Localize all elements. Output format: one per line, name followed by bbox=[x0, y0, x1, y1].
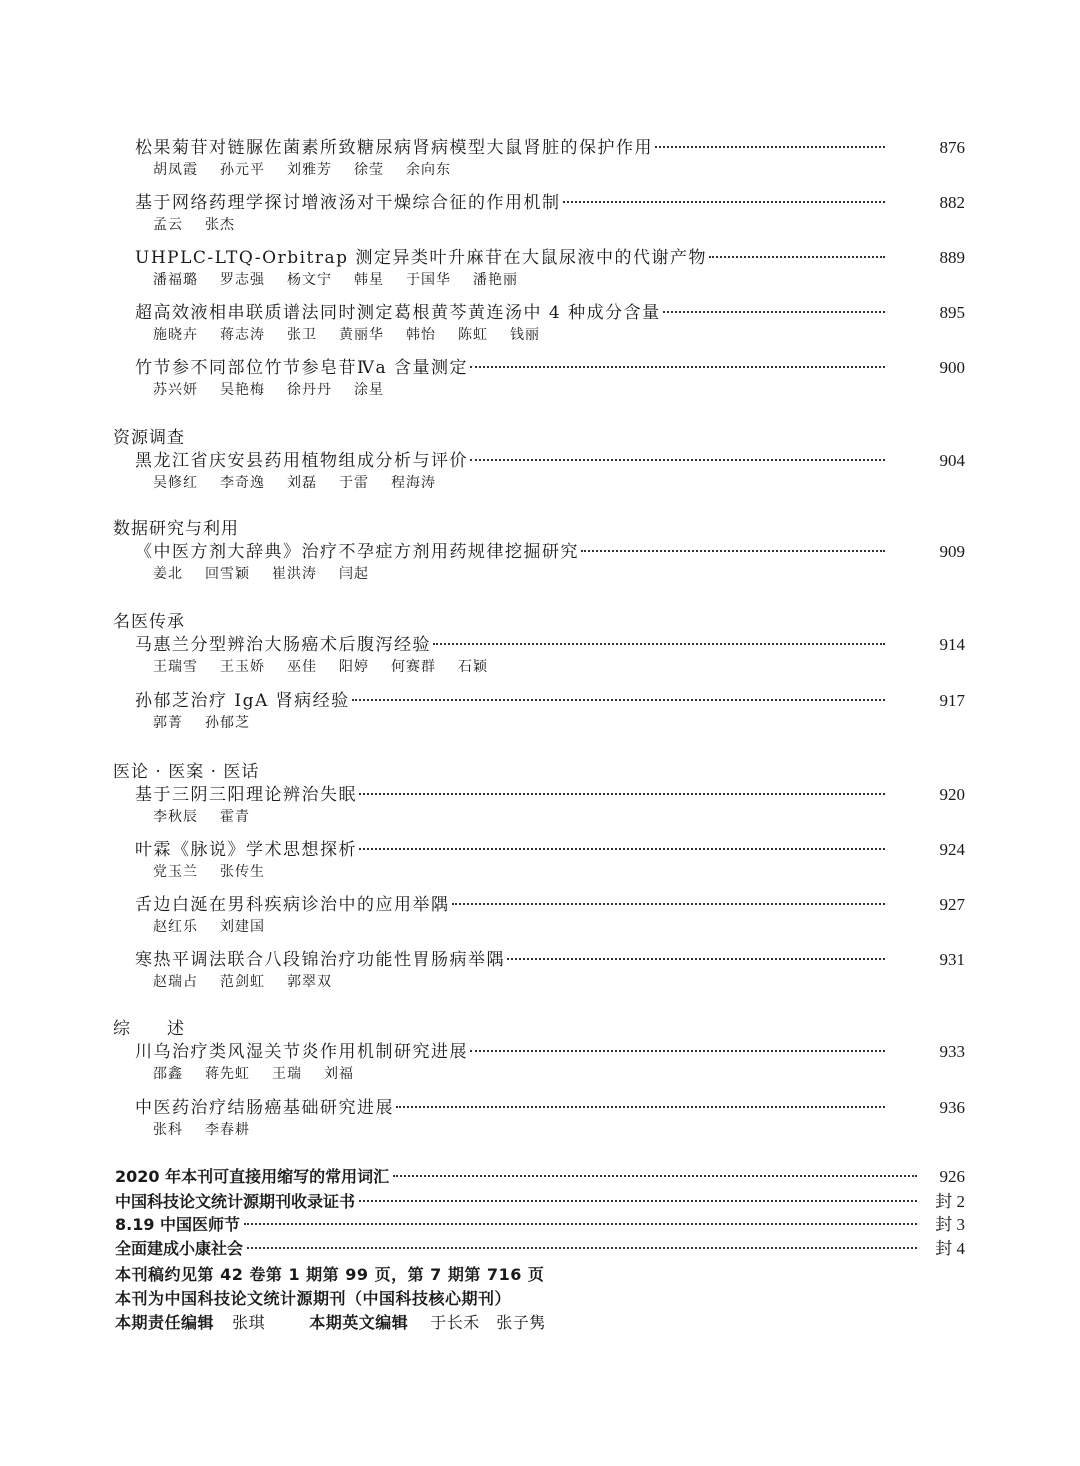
entry-title-row bbox=[135, 188, 965, 214]
author: 崔洪涛 bbox=[272, 566, 317, 582]
dot-leader bbox=[452, 901, 886, 905]
entry-authors bbox=[135, 472, 965, 494]
entry-title: 孙郁芝治疗 IgA 肾病经验 bbox=[135, 691, 350, 711]
english-editor-label: 本期英文编辑 bbox=[309, 1313, 409, 1332]
entry-title-row bbox=[135, 1037, 965, 1063]
author: 余向东 bbox=[406, 162, 451, 178]
author: 张科 bbox=[153, 1122, 183, 1138]
author: 杨文宁 bbox=[287, 272, 332, 288]
entry-title: 川乌治疗类风湿关节炎作用机制研究进展 bbox=[135, 1042, 468, 1062]
entry-page-number: 917 bbox=[939, 691, 965, 710]
toc-entry[interactable] bbox=[135, 630, 965, 678]
author: 徐丹丹 bbox=[287, 382, 332, 398]
toc-entry[interactable] bbox=[135, 835, 965, 883]
author: 潘艳丽 bbox=[473, 272, 518, 288]
entry-title-row bbox=[135, 945, 965, 971]
entry-title-row bbox=[135, 1093, 965, 1119]
section-heading: 医论 · 医案 · 医话 bbox=[113, 762, 260, 782]
entry-title: 《中医方剂大辞典》治疗不孕症方剂用药规律挖掘研究 bbox=[135, 542, 579, 562]
entry-title-row bbox=[135, 537, 965, 563]
indexing-note: 本刊为中国科技论文统计源期刊（中国科技核心期刊） bbox=[115, 1289, 512, 1308]
dot-leader bbox=[655, 144, 885, 148]
author: 邵鑫 bbox=[153, 1066, 183, 1082]
entry-page-number: 933 bbox=[939, 1042, 965, 1061]
author: 李秋辰 bbox=[153, 809, 198, 825]
entry-page-number: 909 bbox=[939, 542, 965, 561]
author: 李春耕 bbox=[205, 1122, 250, 1138]
author: 刘福 bbox=[324, 1066, 354, 1082]
toc-entry[interactable] bbox=[135, 686, 965, 734]
author: 孙郁芝 bbox=[205, 715, 250, 731]
author: 闫起 bbox=[339, 566, 369, 582]
entry-authors bbox=[135, 563, 965, 585]
toc-entry[interactable] bbox=[135, 1037, 965, 1085]
misc-entry-title: 8.19 中国医师节 bbox=[115, 1215, 241, 1234]
toc-entry[interactable] bbox=[135, 945, 965, 993]
dot-leader bbox=[247, 1245, 917, 1249]
author: 程海涛 bbox=[391, 475, 436, 491]
entry-page-number: 889 bbox=[939, 248, 965, 267]
author: 韩怡 bbox=[406, 327, 436, 343]
author: 蒋先虹 bbox=[205, 1066, 250, 1082]
entry-authors bbox=[135, 214, 965, 236]
section-heading: 综 述 bbox=[113, 1019, 185, 1039]
entry-page-number: 920 bbox=[939, 785, 965, 804]
author: 黄丽华 bbox=[339, 327, 384, 343]
entry-authors bbox=[135, 1063, 965, 1085]
author: 石颖 bbox=[458, 659, 488, 675]
entry-authors bbox=[135, 656, 965, 678]
author: 阳婷 bbox=[339, 659, 369, 675]
english-editor-names: 于长禾 张子隽 bbox=[430, 1313, 546, 1332]
toc-entry[interactable] bbox=[135, 537, 965, 585]
dot-leader bbox=[359, 791, 885, 795]
entry-authors bbox=[135, 712, 965, 734]
entry-title: 寒热平调法联合八段锦治疗功能性胃肠病举隅 bbox=[135, 950, 505, 970]
author: 钱丽 bbox=[510, 327, 540, 343]
toc-entry[interactable] bbox=[135, 890, 965, 938]
author: 郭翠双 bbox=[287, 974, 332, 990]
author: 张卫 bbox=[287, 327, 317, 343]
toc-entry[interactable] bbox=[135, 243, 965, 291]
author: 潘福璐 bbox=[153, 272, 198, 288]
misc-entry-page: 926 bbox=[939, 1167, 965, 1186]
section-heading: 名医传承 bbox=[113, 612, 185, 632]
entry-authors bbox=[135, 159, 965, 181]
author: 刘磊 bbox=[287, 475, 317, 491]
author: 李奇逸 bbox=[220, 475, 265, 491]
dot-leader bbox=[663, 309, 885, 313]
dot-leader bbox=[244, 1221, 917, 1225]
entry-authors bbox=[135, 269, 965, 291]
entry-title: 基于网络药理学探讨增液汤对干燥综合征的作用机制 bbox=[135, 193, 561, 213]
entry-title-row bbox=[135, 298, 965, 324]
entry-title-row bbox=[135, 835, 965, 861]
dot-leader bbox=[709, 254, 885, 258]
entry-title-row bbox=[135, 243, 965, 269]
toc-entry[interactable] bbox=[135, 133, 965, 181]
entry-page-number: 900 bbox=[939, 358, 965, 377]
author: 陈虹 bbox=[458, 327, 488, 343]
editors-line bbox=[115, 1310, 546, 1333]
section-heading: 数据研究与利用 bbox=[113, 519, 239, 539]
dot-leader bbox=[359, 1198, 917, 1202]
editor-label: 本期责任编辑 bbox=[115, 1313, 215, 1332]
dot-leader bbox=[393, 1173, 917, 1177]
misc-entry-title: 2020 年本刊可直接用缩写的常用词汇 bbox=[115, 1167, 390, 1186]
submission-note: 本刊稿约见第 42 卷第 1 期第 99 页，第 7 期第 716 页 bbox=[115, 1265, 545, 1284]
author: 霍青 bbox=[220, 809, 250, 825]
dot-leader bbox=[396, 1104, 885, 1108]
entry-page-number: 914 bbox=[939, 635, 965, 654]
dot-leader bbox=[470, 457, 885, 461]
author: 巫佳 bbox=[287, 659, 317, 675]
dot-leader bbox=[352, 697, 885, 701]
author: 郭菁 bbox=[153, 715, 183, 731]
entry-title: 黑龙江省庆安县药用植物组成分析与评价 bbox=[135, 451, 468, 471]
entry-title-row bbox=[135, 780, 965, 806]
author: 张传生 bbox=[220, 864, 265, 880]
entry-title-row bbox=[135, 686, 965, 712]
entry-authors bbox=[135, 916, 965, 938]
author: 涂星 bbox=[354, 382, 384, 398]
author: 张杰 bbox=[205, 217, 235, 233]
author: 范剑虹 bbox=[220, 974, 265, 990]
author: 赵瑞占 bbox=[153, 974, 198, 990]
author: 吴艳梅 bbox=[220, 382, 265, 398]
entry-title: 舌边白涎在男科疾病诊治中的应用举隅 bbox=[135, 895, 450, 915]
editor-name: 张琪 bbox=[232, 1313, 266, 1332]
author: 党玉兰 bbox=[153, 864, 198, 880]
entry-page-number: 895 bbox=[939, 303, 965, 322]
entry-title-row bbox=[135, 890, 965, 916]
dot-leader bbox=[563, 199, 886, 203]
author: 王玉娇 bbox=[220, 659, 265, 675]
toc-entry[interactable] bbox=[135, 1093, 965, 1141]
author: 王瑞雪 bbox=[153, 659, 198, 675]
author: 赵红乐 bbox=[153, 919, 198, 935]
entry-authors bbox=[135, 971, 965, 993]
author: 回雪颖 bbox=[205, 566, 250, 582]
misc-entry-page: 封 3 bbox=[935, 1215, 965, 1234]
entry-title: 叶霖《脉说》学术思想探析 bbox=[135, 840, 357, 860]
entry-page-number: 876 bbox=[939, 138, 965, 157]
dot-leader bbox=[470, 1048, 885, 1052]
entry-title: 竹节参不同部位竹节参皂苷Ⅳa 含量测定 bbox=[135, 358, 469, 378]
section-heading: 资源调查 bbox=[113, 428, 185, 448]
entry-title: 松果菊苷对链脲佐菌素所致糖尿病肾病模型大鼠肾脏的保护作用 bbox=[135, 138, 653, 158]
author: 苏兴妍 bbox=[153, 382, 198, 398]
author: 于雷 bbox=[339, 475, 369, 491]
misc-entry-page: 封 2 bbox=[935, 1192, 965, 1211]
toc-entry[interactable] bbox=[135, 298, 965, 346]
entry-authors bbox=[135, 324, 965, 346]
dot-leader bbox=[581, 548, 885, 552]
author: 孟云 bbox=[153, 217, 183, 233]
misc-entry[interactable] bbox=[115, 1164, 965, 1187]
misc-entry[interactable] bbox=[115, 1234, 965, 1257]
toc-entry[interactable] bbox=[135, 353, 965, 401]
entry-title-row bbox=[135, 446, 965, 472]
entry-page-number: 931 bbox=[939, 950, 965, 969]
entry-page-number: 904 bbox=[939, 451, 965, 470]
entry-title-row bbox=[135, 353, 965, 379]
entry-title-row bbox=[135, 630, 965, 656]
entry-title: 中医药治疗结肠癌基础研究进展 bbox=[135, 1098, 394, 1118]
entry-authors bbox=[135, 379, 965, 401]
entry-title: UHPLC-LTQ-Orbitrap 测定异类叶升麻苷在大鼠尿液中的代谢产物 bbox=[135, 248, 707, 268]
entry-page-number: 927 bbox=[939, 895, 965, 914]
author: 胡凤霞 bbox=[153, 162, 198, 178]
author: 姜北 bbox=[153, 566, 183, 582]
misc-entry[interactable] bbox=[115, 1210, 965, 1233]
author: 于国华 bbox=[406, 272, 451, 288]
dot-leader bbox=[470, 364, 885, 368]
misc-entry[interactable] bbox=[115, 1187, 965, 1210]
entry-authors bbox=[135, 1119, 965, 1141]
author: 王瑞 bbox=[272, 1066, 302, 1082]
misc-entry-page: 封 4 bbox=[935, 1239, 965, 1258]
entry-title-row bbox=[135, 133, 965, 159]
author: 罗志强 bbox=[220, 272, 265, 288]
dot-leader bbox=[433, 641, 885, 645]
author: 施晓卉 bbox=[153, 327, 198, 343]
entry-title: 基于三阴三阳理论辨治失眠 bbox=[135, 785, 357, 805]
entry-page-number: 936 bbox=[939, 1098, 965, 1117]
toc-entry[interactable] bbox=[135, 446, 965, 494]
entry-title: 马惠兰分型辨治大肠癌术后腹泻经验 bbox=[135, 635, 431, 655]
author: 韩星 bbox=[354, 272, 384, 288]
entry-authors bbox=[135, 861, 965, 883]
entry-title: 超高效液相串联质谱法同时测定葛根黄芩黄连汤中 4 种成分含量 bbox=[135, 303, 661, 323]
author: 刘雅芳 bbox=[287, 162, 332, 178]
author: 何赛群 bbox=[391, 659, 436, 675]
dot-leader bbox=[507, 956, 885, 960]
author: 刘建国 bbox=[220, 919, 265, 935]
author: 蒋志涛 bbox=[220, 327, 265, 343]
entry-page-number: 924 bbox=[939, 840, 965, 859]
misc-entry-title: 全面建成小康社会 bbox=[115, 1239, 244, 1258]
dot-leader bbox=[359, 846, 885, 850]
misc-entry-title: 中国科技论文统计源期刊收录证书 bbox=[115, 1192, 356, 1211]
author: 吴修红 bbox=[153, 475, 198, 491]
toc-entry[interactable] bbox=[135, 780, 965, 828]
toc-entry[interactable] bbox=[135, 188, 965, 236]
author: 孙元平 bbox=[220, 162, 265, 178]
entry-authors bbox=[135, 806, 965, 828]
author: 徐莹 bbox=[354, 162, 384, 178]
entry-page-number: 882 bbox=[939, 193, 965, 212]
